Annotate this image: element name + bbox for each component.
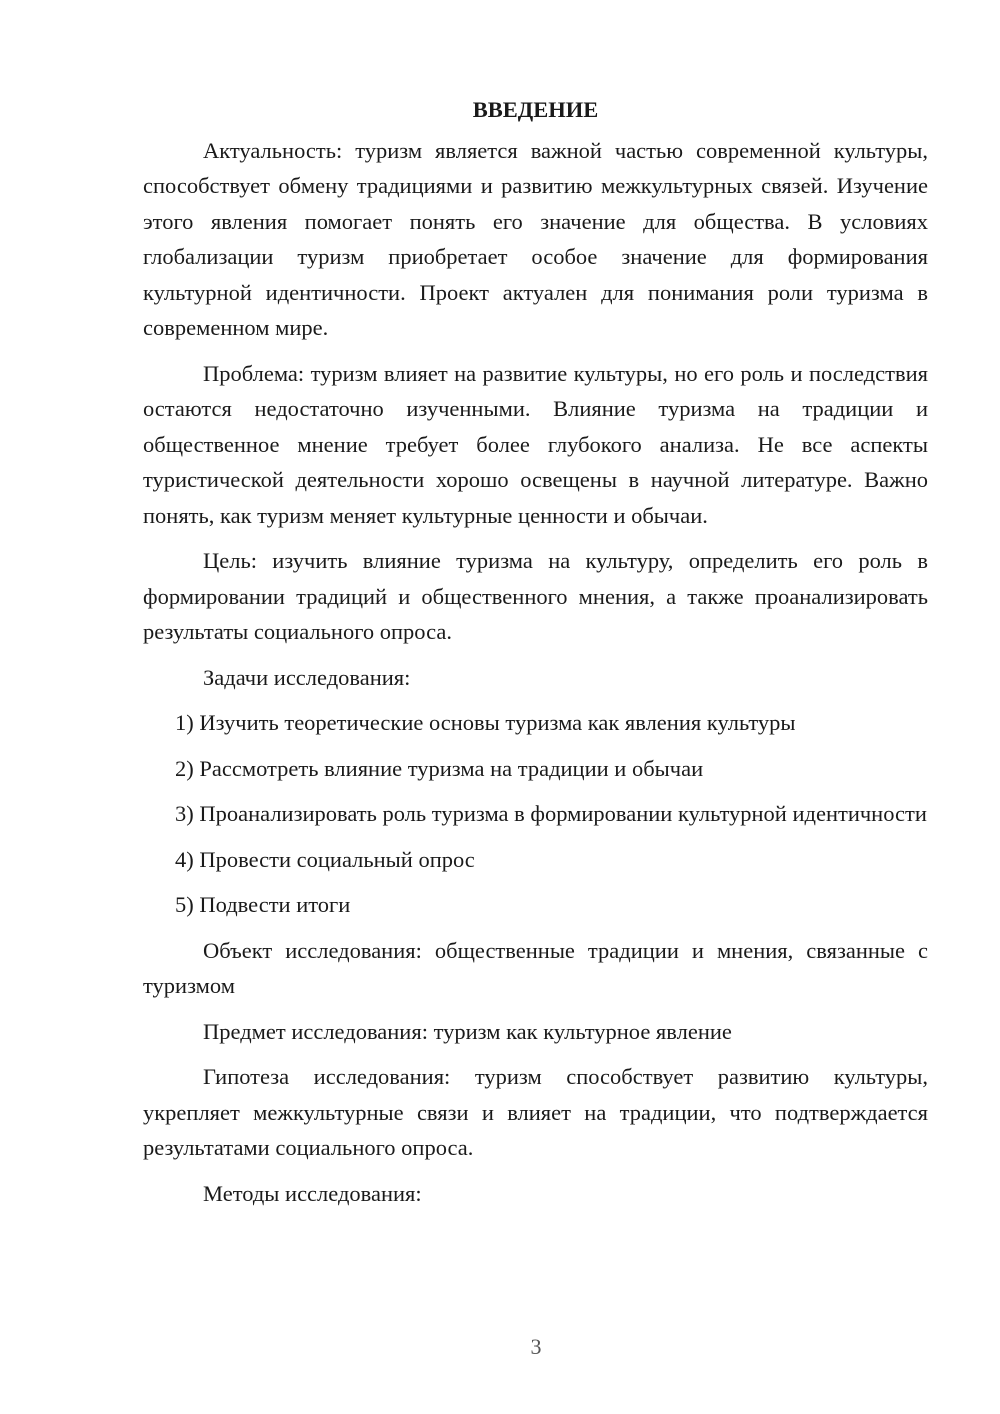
document-page: [143, 92, 928, 1221]
goal-paragraph: Цель: изучить влияние туризма на культуру, определить его роль в формировании традиций и общественного мнения, а также проанализировать результаты социального опроса.: [143, 548, 928, 644]
subject-paragraph: Предмет исследования: туризм как культурное явление: [203, 1018, 732, 1044]
task-item: 1) Изучить теоретические основы туризма как явления культуры: [175, 710, 796, 735]
task-item: 2) Рассмотреть влияние туризма на традиции и обычаи: [175, 755, 704, 781]
task-item: 4) Провести социальный опрос: [175, 846, 475, 872]
page-number: 3: [530, 1334, 542, 1359]
relevance-paragraph: Актуальность: туризм является важной частью современной культуры, способствует обмену традициями и развитию межкультурных связей. Изучение этого явления помогает понять его значение для общества. В условиях глобализации туризм приобретает особое значение для формирования культурной идентичности. Проект актуален для понимания роли туризма в современном мире.: [143, 137, 928, 340]
task-item: 3) Проанализировать роль туризма в формировании культурной идентичности: [175, 801, 927, 826]
hypothesis-paragraph: Гипотеза исследования: туризм способствует развитию культуры, укрепляет межкультурные связи и влияет на традиции, что подтверждается результатами социального опроса.: [143, 1064, 928, 1160]
tasks-heading: Задачи исследования:: [203, 664, 411, 690]
section-title: ВВЕДЕНИЕ: [472, 97, 599, 122]
task-item: 5) Подвести итоги: [175, 892, 351, 917]
problem-paragraph: Проблема: туризм влияет на развитие культуры, но его роль и последствия остаются недостаточно изученными. Влияние туризма на традиции и общественное мнение требует более глубокого анализа. Не все аспекты туристической деятельности хорошо освещены в научной литературе. Важно понять, как туризм меняет культурные ценности и обычаи.: [143, 360, 928, 528]
object-paragraph: Объект исследования: общественные традиции и мнения, связанные с туризмом: [143, 937, 928, 998]
methods-heading: Методы исследования:: [203, 1180, 422, 1206]
